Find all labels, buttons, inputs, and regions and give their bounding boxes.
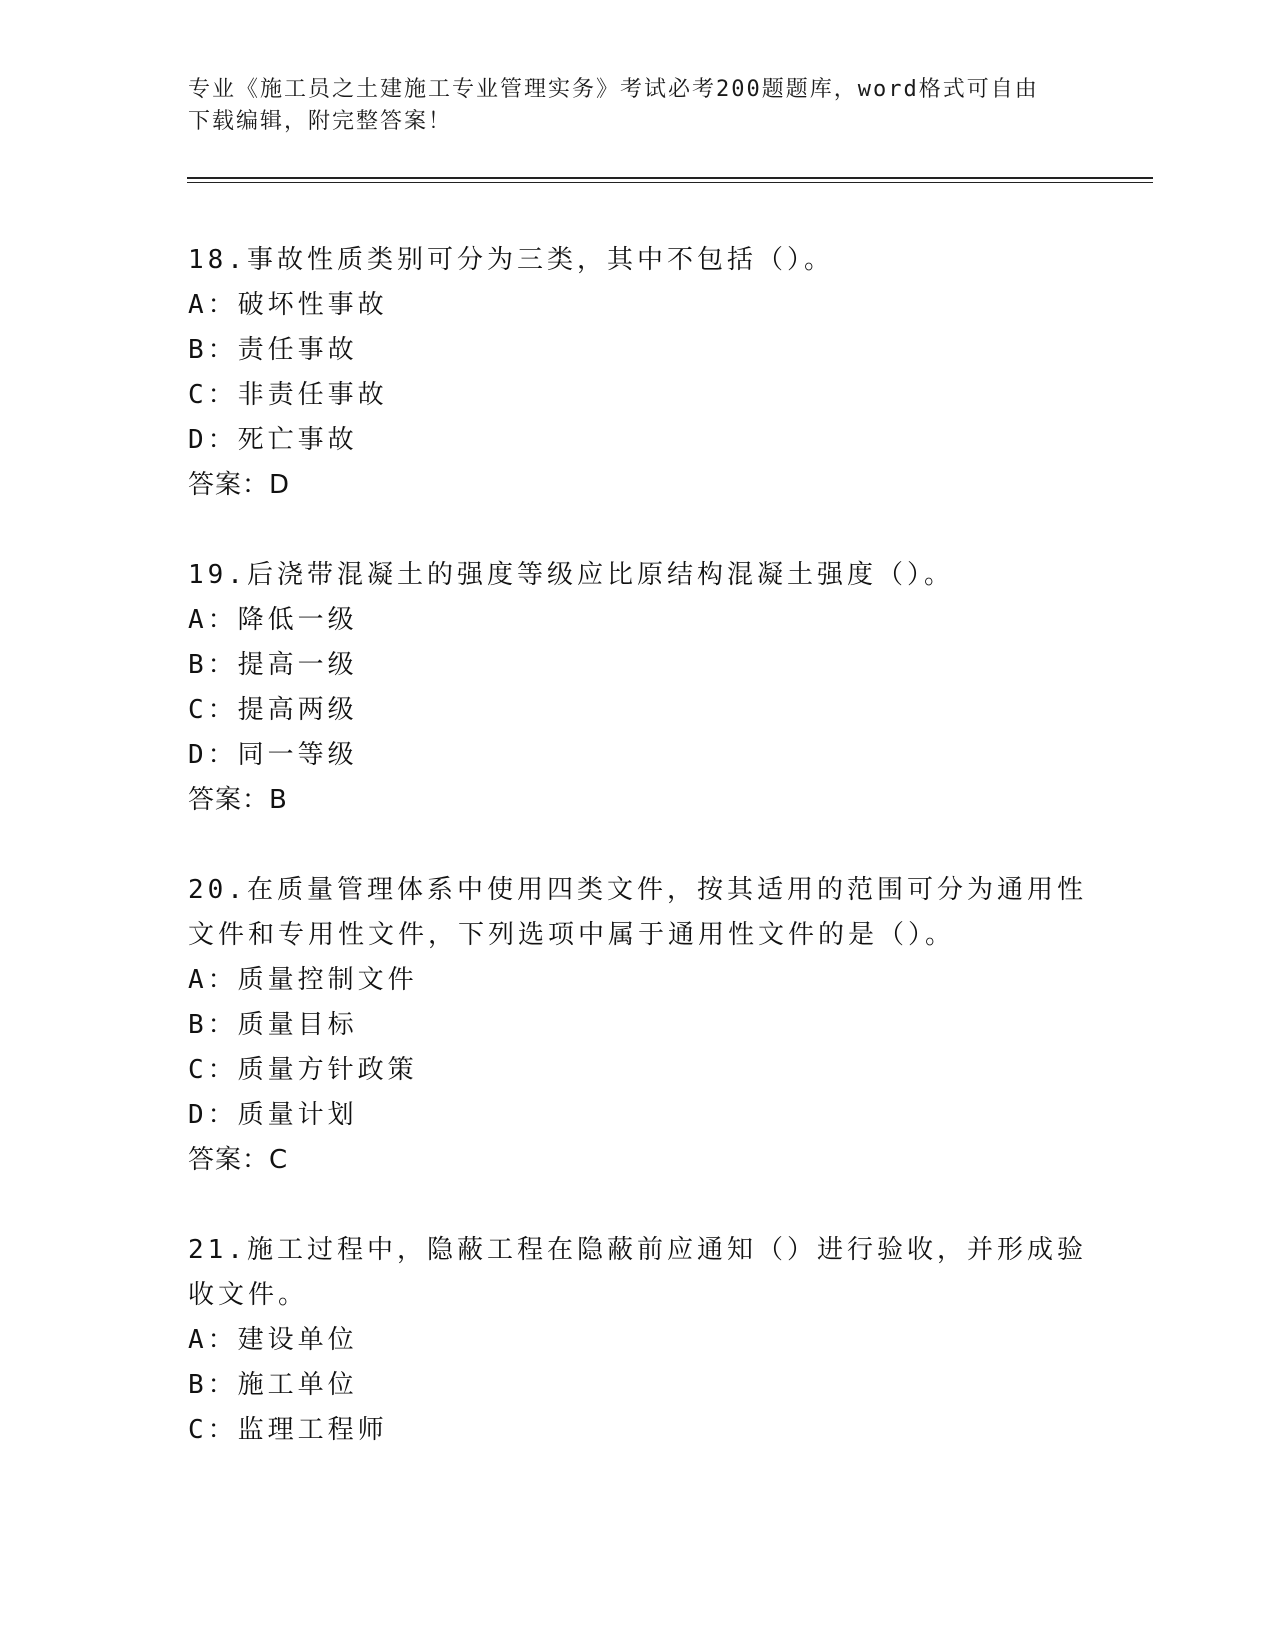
option-letter: C： (188, 1055, 238, 1085)
option-letter: D： (188, 1100, 238, 1130)
document-header (188, 74, 1088, 138)
option-text: 降低一级 (237, 605, 358, 635)
option-text: 死亡事故 (237, 425, 358, 455)
answer-option (188, 283, 1088, 328)
option-letter: D： (188, 425, 238, 455)
option-letter: D： (188, 740, 238, 770)
option-letter: B： (188, 1010, 238, 1040)
option-text: 提高一级 (237, 650, 358, 680)
option-text: 非责任事故 (237, 380, 388, 410)
answer-option (188, 598, 1088, 643)
option-text: 责任事故 (237, 335, 358, 365)
answer-option (188, 1408, 1088, 1453)
option-text: 破坏性事故 (237, 290, 388, 320)
question-text (188, 868, 1088, 958)
option-letter: B： (188, 335, 238, 365)
question-body: 施工过程中，隐蔽工程在隐蔽前应通知（）进行验收，并形成验收文件。 (188, 1235, 1087, 1310)
answer-option (188, 688, 1088, 733)
header-divider-thick (187, 177, 1153, 179)
question-item (188, 553, 1088, 823)
question-number: 18. (188, 245, 247, 275)
option-letter: C： (188, 695, 238, 725)
header-intro-line-1: 专业《施工员之土建施工专业管理实务》考试必考200题题库，word格式可自由 (188, 77, 1039, 102)
question-number: 19. (188, 560, 247, 590)
option-text: 质量控制文件 (237, 965, 418, 995)
option-letter: A： (188, 605, 238, 635)
answer-option (188, 1363, 1088, 1408)
option-text: 同一等级 (237, 740, 358, 770)
option-text: 质量计划 (237, 1100, 358, 1130)
option-letter: B： (188, 650, 238, 680)
option-letter: A： (188, 965, 238, 995)
answer-option (188, 373, 1088, 418)
question-body: 在质量管理体系中使用四类文件，按其适用的范围可分为通用性文件和专用性文件，下列选项中属于通用性文件的是（）。 (188, 875, 1087, 950)
option-text: 质量方针政策 (237, 1055, 418, 1085)
option-letter: A： (188, 1325, 238, 1355)
option-letter: C： (188, 1415, 238, 1445)
option-letter: C： (188, 380, 238, 410)
answer-option (188, 643, 1088, 688)
option-letter: B： (188, 1370, 238, 1400)
option-text: 建设单位 (237, 1325, 358, 1355)
answer-option (188, 1048, 1088, 1093)
answer-option (188, 418, 1088, 463)
option-text: 提高两级 (237, 695, 358, 725)
answer-option (188, 1003, 1088, 1048)
answer-option (188, 958, 1088, 1003)
question-body: 后浇带混凝土的强度等级应比原结构混凝土强度（）。 (246, 560, 954, 590)
header-divider-thin (187, 182, 1153, 183)
question-body: 事故性质类别可分为三类，其中不包括（）。 (246, 245, 834, 275)
question-item (188, 1228, 1088, 1453)
answer-option (188, 733, 1088, 778)
answer-option (188, 328, 1088, 373)
option-text: 施工单位 (237, 1370, 358, 1400)
question-item (188, 238, 1088, 508)
question-number: 21. (188, 1235, 247, 1265)
question-list (188, 238, 1088, 1498)
header-intro-line-2: 下载编辑，附完整答案！ (188, 109, 453, 134)
question-number: 20. (188, 875, 247, 905)
answer-option (188, 1093, 1088, 1138)
option-text: 质量目标 (237, 1010, 358, 1040)
question-text (188, 553, 1088, 598)
answer-option (188, 1318, 1088, 1363)
answer-key: 答案：C (188, 1145, 289, 1175)
option-text: 监理工程师 (237, 1415, 388, 1445)
question-text (188, 1228, 1088, 1318)
option-letter: A： (188, 290, 238, 320)
question-item (188, 868, 1088, 1183)
question-text (188, 238, 1088, 283)
answer-key: 答案：B (188, 785, 288, 815)
answer-key: 答案：D (188, 470, 291, 500)
